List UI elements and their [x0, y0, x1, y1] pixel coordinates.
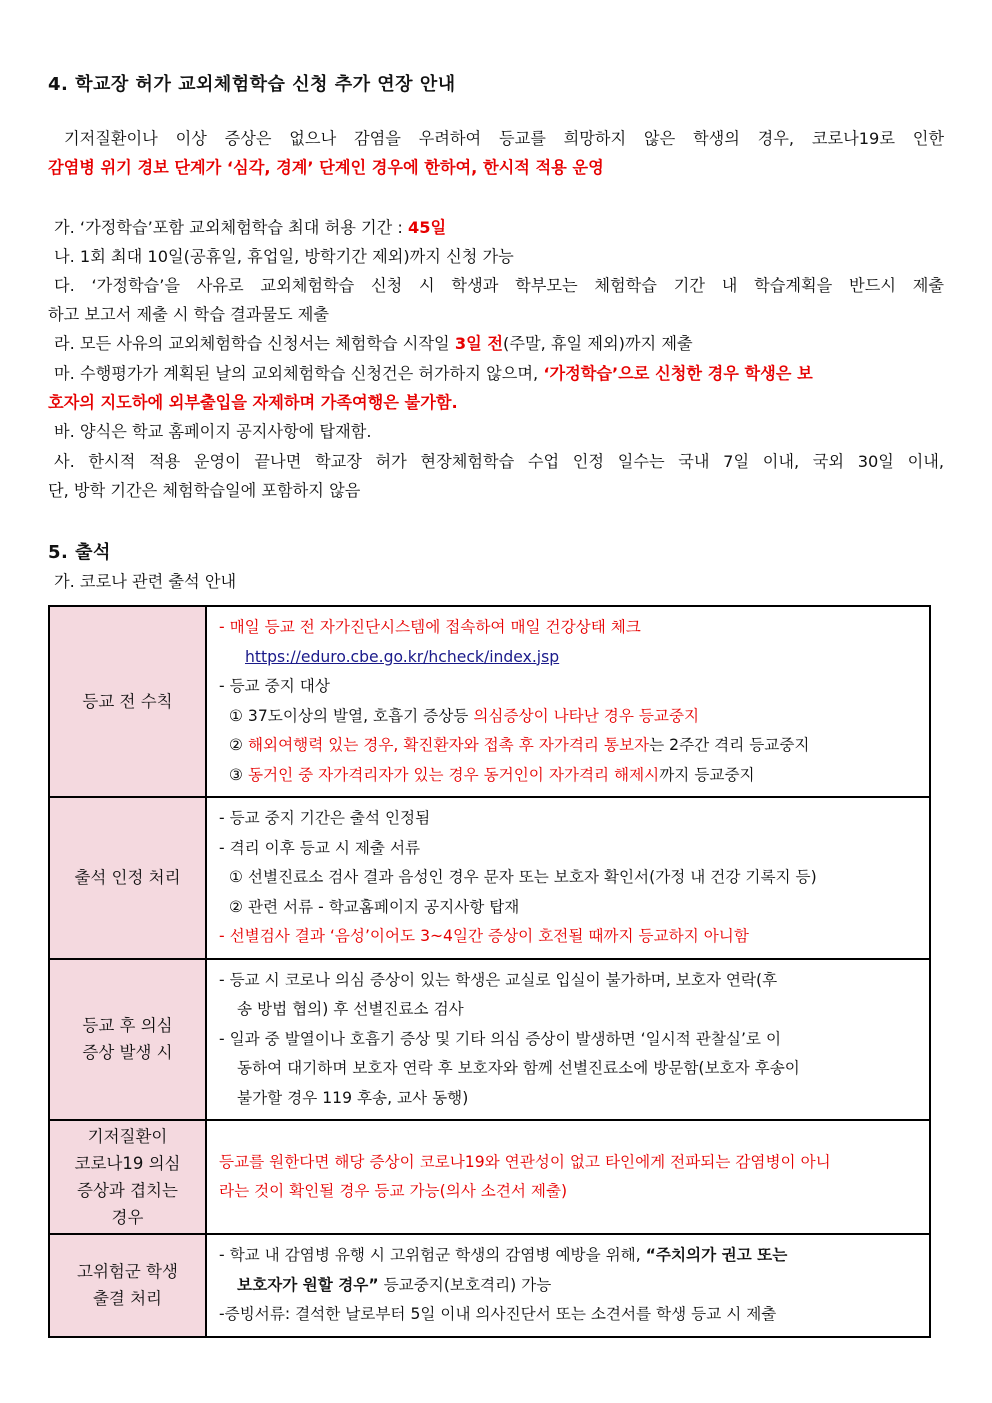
item-ra-days: 3일 전: [454, 334, 504, 353]
item-na: 나. 1회 최대 10일(공휴일, 휴업일, 방학기간 제외)까지 신청 가능: [54, 247, 514, 266]
item-ma-pre: 마. 수행평가가 계획된 날의 교외체험학습 신청건은 허가하지 않으며,: [54, 364, 539, 383]
table-row: [49, 959, 930, 1121]
row-content: [206, 606, 930, 797]
r5-line3: -증빙서류: 결석한 날로부터 5일 이내 의사진단서 또는 소견서를 학생 등교 시 제출: [219, 1305, 777, 1323]
r2-line5: - 선별검사 결과 ‘음성’이어도 3~4일간 증상이 호전될 때까지 등교하지 아니함: [219, 927, 749, 945]
item-sa-line2: 단, 방학 기간은 체험학습일에 포함하지 않음: [48, 481, 361, 500]
section4-intro-line2: 감염병 위기 경보 단계가 ‘심각, 경계’ 단계인 경우에 한하여, 한시적 적용 운영: [48, 158, 604, 177]
r3-line1: - 등교 시 코로나 의심 증상이 있는 학생은 교실로 입실이 불가하며, 보호자 연락(후: [219, 970, 778, 989]
item-ra-pre: 라. 모든 사유의 교외체험학습 신청서는 체험학습 시작일: [54, 334, 450, 353]
row-label: 기저질환이 코로나19 의심 증상과 겹치는 경우: [49, 1120, 206, 1234]
r2-line2: - 격리 이후 등교 시 제출 서류: [219, 838, 421, 857]
row-content: [206, 1120, 930, 1234]
r5-line1: - 학교 내 감염병 유행 시 고위험군 학생의 감염병 예방을 위해, “주치의가 권고 또는: [219, 1246, 788, 1264]
table-row: [49, 797, 930, 959]
r2-line4: ② 관련 서류 - 학교홈페이지 공지사항 탑재: [229, 897, 520, 916]
r5-line2: 보호자가 원할 경우” 등교중지(보호격리) 가능: [237, 1275, 552, 1294]
item-ga: [48, 213, 950, 242]
table-row: [49, 1120, 930, 1234]
row-label: 등교 후 의심 증상 발생 시: [49, 959, 206, 1121]
row-content: [206, 1234, 930, 1337]
r3-line3: - 일과 중 발열이나 호흡기 증상 및 기타 의심 증상이 발생하면 ‘일시적 관찰실’로 이: [219, 1029, 782, 1048]
r1-line4: ① 37도이상의 발열, 호흡기 증상등 의심증상이 나타난 경우 등교중지: [229, 706, 700, 725]
item-da-line1: 다. ‘가정학습’을 사유로 교외체험학습 신청 시 학생과 학부모는 체험학습 기간 내 학습계획을 반드시 제출: [54, 276, 944, 295]
r1-line1: - 매일 등교 전 자가진단시스템에 접속하여 매일 건강상태 체크: [219, 618, 641, 636]
item-ga-text: 가. ‘가정학습’포함 교외체험학습 최대 허용 기간 :: [54, 218, 403, 237]
row-label: 출석 인정 처리: [49, 797, 206, 959]
r1-line6: ③ 동거인 중 자가격리자가 있는 경우 동거인이 자가격리 해제시까지 등교중지: [229, 765, 755, 784]
item-sa-line1: 사. 한시적 적용 운영이 끝나면 학교장 허가 현장체험학습 수업 인정 일수는 국내 7일 이내, 국외 30일 이내,: [54, 452, 944, 471]
item-ga-days: 45일: [408, 218, 447, 237]
item-ma-line1: [48, 359, 950, 388]
item-ma-red1: ‘가정학습’으로 신청한 경우 학생은 보: [543, 364, 813, 383]
section4-heading: 4. 학교장 허가 교외체험학습 신청 추가 연장 안내: [48, 74, 456, 95]
attendance-table: [48, 605, 931, 1338]
row-label: 고위험군 학생 출결 처리: [49, 1234, 206, 1337]
section5-heading: 5. 출석: [48, 542, 111, 563]
section5-sub: 가. 코로나 관련 출석 안내: [54, 572, 237, 591]
r1-line3: - 등교 중지 대상: [219, 677, 330, 695]
item-ra: [48, 329, 950, 358]
r2-line1: - 등교 중지 기간은 출석 인정됨: [219, 809, 431, 827]
item-ra-post: (주말, 휴일 제외)까지 제출: [503, 334, 693, 353]
item-da-line2: 하고 보고서 제출 시 학습 결과물도 제출: [48, 305, 330, 324]
r1-line5: ② 해외여행력 있는 경우, 확진환자와 접촉 후 자가격리 통보자는 2주간 격리 등교중지: [229, 736, 810, 754]
table-row: [49, 606, 930, 797]
r3-line2: 송 방법 협의) 후 선별진료소 검사: [237, 1000, 464, 1018]
r4-line2: 라는 것이 확인될 경우 등교 가능(의사 소견서 제출): [219, 1182, 568, 1200]
r3-line5: 불가할 경우 119 후송, 교사 동행): [237, 1088, 469, 1107]
section4-intro-line1: 기저질환이나 이상 증상은 없으나 감염을 우려하여 등교를 희망하지 않은 학생의 경우, 코로나19로 인한: [64, 129, 944, 148]
table-row: [49, 1234, 930, 1337]
row-label: 등교 전 수칙: [49, 606, 206, 797]
item-ba: 바. 양식은 학교 홈페이지 공지사항에 탑재함.: [54, 422, 372, 441]
r3-line4: 동하여 대기하며 보호자 연락 후 보호자와 함께 선별진료소에 방문함(보호자 후송이: [237, 1059, 800, 1077]
r4-line1: 등교를 원한다면 해당 증상이 코로나19와 연관성이 없고 타인에게 전파되는 감염병이 아니: [219, 1152, 831, 1171]
self-check-link[interactable]: https://eduro.cbe.go.kr/hcheck/index.jsp: [245, 647, 560, 666]
row-content: [206, 959, 930, 1121]
r2-line3: ① 선별진료소 검사 결과 음성인 경우 문자 또는 보호자 확인서(가정 내 건강 기록지 등): [229, 868, 817, 886]
item-ma-line2: 호자의 지도하에 외부출입을 자제하며 가족여행은 불가함.: [48, 393, 458, 412]
row-content: [206, 797, 930, 959]
